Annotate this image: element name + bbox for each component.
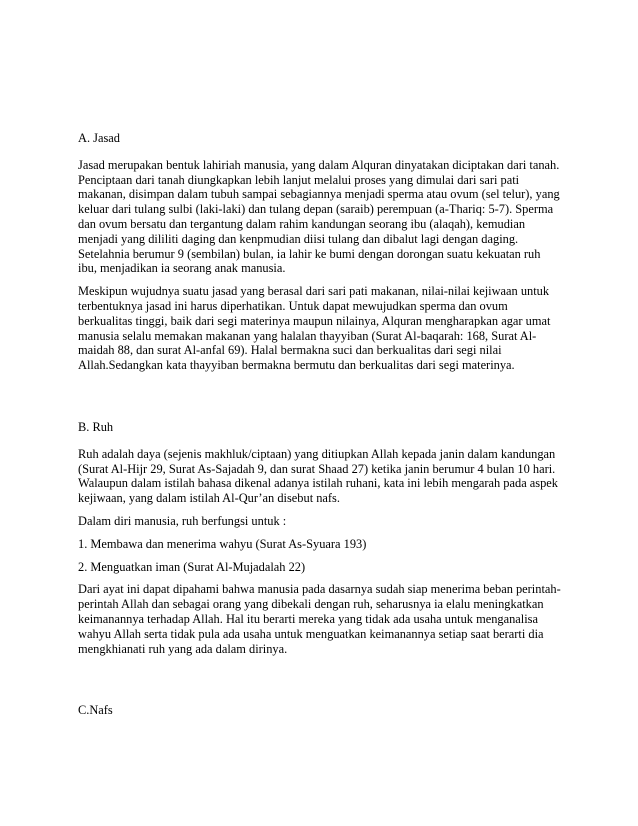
text-line: 1. Membawa dan menerima wahyu (Surat As-Syuara 193) xyxy=(78,536,367,551)
text-line: Setelahnia berumur 9 (sembilan) bulan, ia lahir ke bumi dengan dorongan suatu kekuatan ruh xyxy=(78,246,541,261)
text-line: dan ovum bersatu dan tergantung dalam rahim kandungan seorang ibu (alaqah), kemudian xyxy=(78,216,526,231)
text-line: maidah 88, dan surat Al-anfal 69). Halal bermakna suci dan berkualitas dari segi nilai xyxy=(78,343,502,358)
section-heading-nafs: C.Nafs xyxy=(78,703,113,718)
text-line: kejiwaan, yang dalam istilah Al-Qur’an disebut nafs. xyxy=(78,491,340,506)
text-line: Walaupun dalam istilah bahasa dikenal adanya istilah ruhani, kata ini lebih mengarah pada aspek xyxy=(78,476,559,491)
text-line: keimanannya terhadap Allah. Hal itu berarti mereka yang tidak ada usaha untuk menganalisa xyxy=(78,611,539,626)
text-line: berkualitas tinggi, baik dari segi materinya maupun nilainya, Alquran mengharapkan agar umat xyxy=(78,313,551,328)
section-heading-ruh: B. Ruh xyxy=(78,419,114,434)
text-line: Dari ayat ini dapat dipahami bahwa manusia pada dasarnya sudah siap menerima beban perintah- xyxy=(78,582,561,597)
list-item-ruh-1 xyxy=(78,537,578,552)
text-line: terbentuknya jasad ini harus diperhatikan. Untuk dapat mewujudkan sperma dan ovum xyxy=(78,298,508,313)
text-line: perintah Allah dan sebagai orang yang dibekali dengan ruh, seharusnya ia elalu meningkatkan xyxy=(78,597,544,612)
document-body xyxy=(78,131,578,718)
text-line: Ruh adalah daya (sejenis makhluk/ciptaan) yang ditiupkan Allah kepada janin dalam kandungan xyxy=(78,446,556,461)
text-line: mengkhianati ruh yang ada dalam dirinya. xyxy=(78,641,288,656)
text-line: Allah.Sedangkan kata thayyiban bermakna bermutu dan berkualitas dari segi materinya. xyxy=(78,358,515,373)
text-line: makanan, disimpan dalam tubuh sampai sebagiannya menjadi sperma atau ovum (sel telur), yang xyxy=(78,187,560,202)
paragraph-ruh-1 xyxy=(78,447,578,506)
paragraph-ruh-3 xyxy=(78,582,578,656)
text-line: wahyu Allah serta tidak pula ada usaha untuk menguatkan keimanannya setiap saat berarti dia xyxy=(78,626,544,641)
text-line: 2. Menguatkan iman (Surat Al-Mujadalah 22) xyxy=(78,559,306,574)
text-line: Penciptaan dari tanah diungkapkan lebih lanjut melalui proses yang dimulai dari sari pati xyxy=(78,172,520,187)
text-line: Dalam diri manusia, ruh berfungsi untuk : xyxy=(78,513,287,528)
list-item-ruh-2 xyxy=(78,560,578,575)
text-line: menjadi yang dililiti daging dan kenpmudian diisi tulang dan dibalut lagi dengan daging. xyxy=(78,231,519,246)
text-line: Jasad merupakan bentuk lahiriah manusia, yang dalam Alquran dinyatakan diciptakan dari tanah. xyxy=(78,157,560,172)
text-line: (Surat Al-Hijr 29, Surat As-Sajadah 9, dan surat Shaad 27) ketika janin berumur 4 bulan 10 hari. xyxy=(78,461,556,476)
section-heading-jasad: A. Jasad xyxy=(78,131,120,145)
paragraph-ruh-2 xyxy=(78,514,578,529)
paragraph-jasad-2 xyxy=(78,284,578,373)
text-line: manusia selalu memakan makanan yang halalan thayyiban (Surat Al-baqarah: 168, Surat Al- xyxy=(78,328,537,343)
text-line: keluar dari tulang sulbi (laki-laki) dan tulang depan (saraib) perempuan (a-Thariq: 5-7). Sperma xyxy=(78,202,554,217)
paragraph-jasad-1 xyxy=(78,158,578,276)
text-line: Meskipun wujudnya suatu jasad yang berasal dari sari pati makanan, nilai-nilai kejiwaan untuk xyxy=(78,284,550,299)
text-line: ibu, menjadikan ia seorang anak manusia. xyxy=(78,261,286,276)
